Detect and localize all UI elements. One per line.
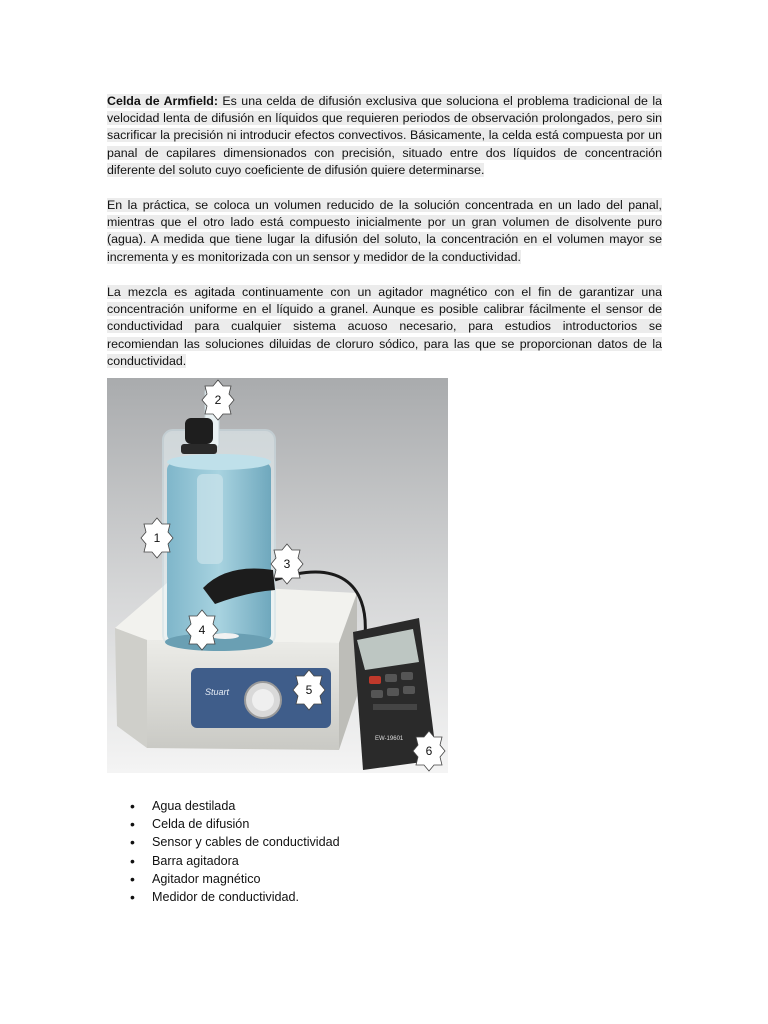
- callout-5: [293, 670, 325, 710]
- svg-text:5: 5: [305, 683, 313, 697]
- stirrer-brand-label: Stuart: [205, 687, 230, 697]
- paragraph-text: Es una celda de difusión exclusiva que soluciona el problema tradicional de la velocidad lenta de difusión en líquidos que requieren periodos de observación prolongados, pero sin sacrificar la precisión ni introducir efectos convectivos. Básicamente, la celda está compuesta por un panal de capilares dimensionados con precisión, situado entre dos líquidos de concentración diferente del soluto cuyo coeficiente de difusión quiere determinarse.: [107, 94, 662, 177]
- cell-cap: [185, 418, 213, 444]
- svg-text:3: 3: [283, 557, 291, 571]
- callout-1: [141, 518, 173, 558]
- materials-list: [130, 797, 340, 906]
- callout-4: [186, 610, 218, 650]
- list-item: • Celda de difusión: [130, 815, 340, 833]
- svg-text:1: 1: [153, 531, 161, 545]
- list-item: • Agitador magnético: [130, 870, 340, 888]
- diffusion-cell: [197, 474, 223, 564]
- list-item: • Barra agitadora: [130, 852, 340, 870]
- svg-text:4: 4: [198, 623, 206, 637]
- list-item: • Sensor y cables de conductividad: [130, 833, 340, 851]
- meter-model-label: EW-19601: [375, 736, 404, 742]
- svg-text:6: 6: [425, 744, 433, 758]
- paragraph-intro: [107, 93, 662, 179]
- paragraph-text: La mezcla es agitada continuamente con un agitador magnético con el fin de garantizar una concentración uniforme en el líquido a granel. Aunque es posible calibrar fácilmente el sensor de conductividad para cualquier sistema acuoso necesario, para estudios introductorios se recomiendan las soluciones diluidas de cloruro sódico, para las que se proporcionan datos de la conductividad.: [107, 285, 662, 368]
- paragraph-mixing: [107, 284, 662, 370]
- callout-2: [202, 380, 234, 420]
- list-item: • Medidor de conductividad.: [130, 888, 340, 906]
- svg-text:2: 2: [214, 393, 222, 407]
- paragraph-title: Celda de Armfield:: [107, 94, 218, 108]
- callout-3: [271, 544, 303, 584]
- paragraph-text: En la práctica, se coloca un volumen reducido de la solución concentrada en un lado del panal, mientras que el otro lado está compuesto inicialmente por un gran volumen de disolvente puro (agua). A medida que tiene lugar la difusión del soluto, la concentración en el volumen mayor se incrementa y es monitorizada con un sensor y medidor de la conductividad.: [107, 198, 662, 264]
- callout-6: [413, 731, 445, 771]
- list-item: • Agua destilada: [130, 797, 340, 815]
- apparatus-figure: [107, 378, 448, 773]
- paragraph-practice: [107, 197, 662, 266]
